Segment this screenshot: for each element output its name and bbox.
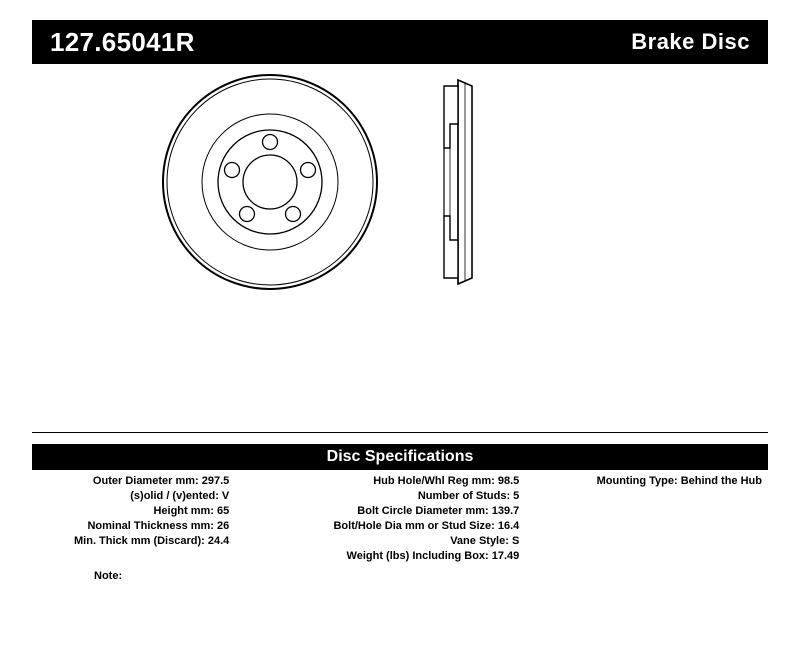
spec-item: (s)olid / (v)ented: V bbox=[130, 490, 230, 502]
note-row bbox=[32, 570, 768, 582]
spec-item: Hub Hole/Whl Reg mm: 98.5 bbox=[373, 475, 520, 487]
spec-item: Number of Studs: 5 bbox=[417, 490, 520, 502]
spec-columns bbox=[32, 474, 768, 564]
part-number: 127.65041R bbox=[50, 27, 195, 57]
product-drawing bbox=[32, 72, 768, 424]
note-label: Note: bbox=[94, 570, 123, 582]
rotor-edge-view bbox=[444, 80, 472, 284]
spec-title-bar bbox=[32, 444, 768, 470]
spec-column-left bbox=[32, 474, 233, 549]
spec-item: Height mm: 65 bbox=[153, 505, 230, 517]
spec-item: Min. Thick mm (Discard): 24.4 bbox=[74, 535, 230, 547]
header-bar bbox=[32, 20, 768, 64]
spec-column-middle bbox=[233, 474, 523, 564]
spec-item: Bolt Circle Diameter mm: 139.7 bbox=[357, 505, 520, 517]
spec-title: Disc Specifications bbox=[326, 448, 474, 465]
spec-item: Bolt/Hole Dia mm or Stud Size: 16.4 bbox=[333, 520, 520, 532]
product-type-label: Brake Disc bbox=[631, 29, 750, 54]
spec-item: Mounting Type: Behind the Hub bbox=[596, 475, 762, 487]
rotor-face-view bbox=[163, 75, 377, 289]
spec-item: Weight (lbs) Including Box: 17.49 bbox=[346, 550, 520, 562]
spec-item: Outer Diameter mm: 297.5 bbox=[92, 475, 230, 487]
spec-column-right bbox=[523, 474, 768, 489]
spec-item: Nominal Thickness mm: 26 bbox=[87, 520, 230, 532]
spec-item: Vane Style: S bbox=[450, 535, 520, 547]
section-divider bbox=[32, 432, 768, 433]
